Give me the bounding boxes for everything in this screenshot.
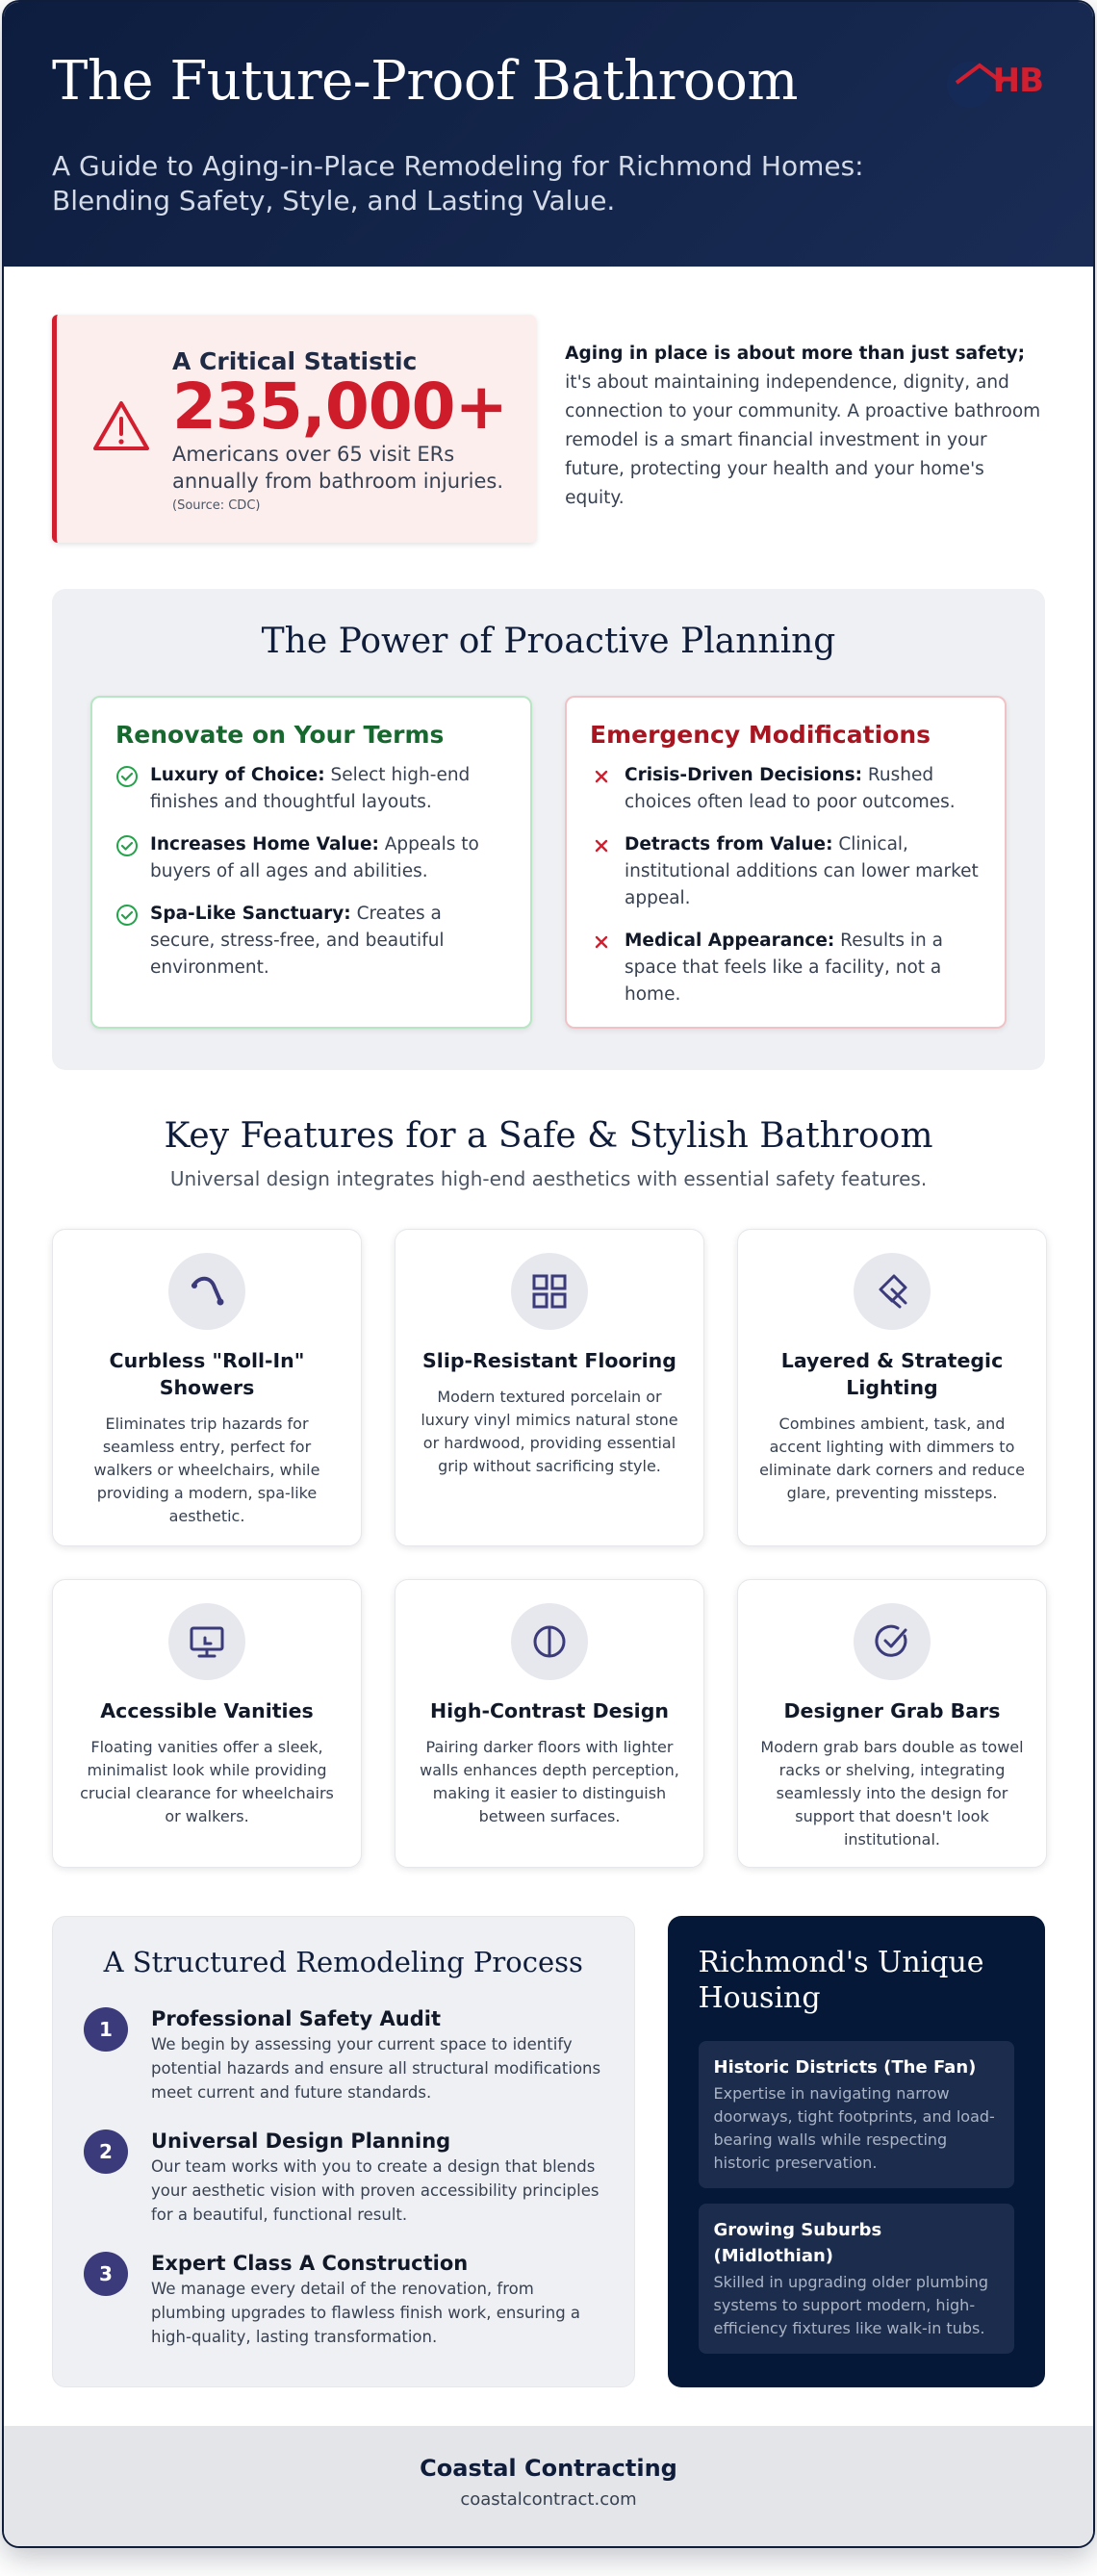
page-title: The Future-Proof Bathroom — [52, 50, 798, 113]
feature-title: Slip-Resistant Flooring — [422, 1349, 676, 1372]
feature-card-vanities — [52, 1579, 362, 1868]
step-description: We begin by assessing your current space to identify potential hazards and ensure all structural modifications meet current and future standards. — [151, 2035, 601, 2102]
renovate-heading: Renovate on Your Terms — [115, 721, 445, 749]
housing-card-title: Historic Districts (The Fan) — [713, 2057, 977, 2078]
item-text: Creates a secure, stress-free, and beautiful environment. — [150, 904, 445, 978]
header-banner — [4, 2, 1093, 267]
check-circle-icon — [854, 1603, 931, 1680]
step-description: We manage every detail of the renovation, from plumbing upgrades to flawless finish work, ensuring a high-quality, lasting transformation. — [151, 2280, 581, 2346]
item-bold: Medical Appearance: — [625, 931, 835, 951]
contrast-icon — [511, 1603, 588, 1680]
footer — [4, 2426, 1093, 2546]
list-item — [115, 901, 507, 982]
grid-tiles-icon — [511, 1253, 588, 1330]
logo-text: HB — [992, 62, 1043, 100]
housing-card-description: Skilled in upgrading older plumbing systems to support modern, high-efficiency fixtures like walk-in tubs. — [713, 2273, 988, 2337]
process-panel — [52, 1916, 635, 2387]
feature-description: Pairing darker floors with lighter walls enhances depth perception, making it easier to distinguish between surfaces. — [420, 1738, 679, 1825]
intro-lead: Aging in place is about more than just safety; — [565, 344, 1025, 364]
item-text: Results in a space that feels like a facility, not a home. — [625, 931, 943, 1005]
intro-body: it's about maintaining independence, dignity, and connection to your community. A proactive bathroom remodel is a smart financial investment in your future, protecting your health and your home's equity. — [565, 372, 1041, 508]
features-subtitle: Universal design integrates high-end aesthetics with essential safety features. — [169, 1167, 928, 1190]
step-number-badge: 1 — [84, 2007, 128, 2052]
page-subtitle: A Guide to Aging-in-Place Remodeling for Richmond Homes: Blending Safety, Style, and Lasting Value. — [52, 150, 864, 217]
check-circle-icon — [115, 765, 139, 788]
planning-title: The Power of Proactive Planning — [261, 622, 836, 661]
feature-card-contrast — [395, 1579, 704, 1868]
warning-triangle-icon — [91, 399, 151, 453]
feature-title: Designer Grab Bars — [783, 1699, 1001, 1722]
list-item — [115, 762, 507, 816]
richmond-housing-panel — [668, 1916, 1045, 2387]
check-circle-icon — [115, 904, 139, 927]
feature-card-flooring — [395, 1229, 704, 1546]
item-text: Select high-end finishes and thoughtful layouts. — [150, 765, 471, 812]
intro-paragraph — [565, 315, 1045, 543]
richmond-title: Richmond's Unique Housing — [698, 1946, 984, 2015]
housing-card-historic — [699, 2041, 1014, 2188]
planning-section — [52, 589, 1045, 1070]
company-name: Coastal Contracting — [420, 2455, 677, 2482]
feature-title: Curbless "Roll-In" Showers — [109, 1349, 305, 1399]
features-section — [4, 1116, 1093, 1868]
statistic-label: A Critical Statistic — [172, 347, 418, 375]
process-title: A Structured Remodeling Process — [103, 1946, 583, 1978]
item-text: Appeals to buyers of all ages and abilities. — [150, 834, 479, 881]
list-item — [115, 831, 507, 885]
list-item — [590, 928, 982, 1008]
housing-card-suburbs — [699, 2204, 1014, 2354]
infographic-page — [2, 0, 1095, 2548]
vanity-icon — [168, 1603, 245, 1680]
feature-title: High-Contrast Design — [430, 1699, 669, 1722]
list-item — [590, 831, 982, 912]
feature-description: Combines ambient, task, and accent lighting with dimmers to eliminate dark corners and reduce glare, preventing missteps. — [759, 1415, 1025, 1502]
shower-curve-icon — [168, 1253, 245, 1330]
statistic-source: (Source: CDC) — [172, 498, 261, 513]
emergency-card — [565, 696, 1007, 1029]
process-step — [84, 2252, 603, 2349]
feature-title: Accessible Vanities — [100, 1699, 314, 1722]
statistic-section — [4, 267, 1093, 543]
feature-card-showers — [52, 1229, 362, 1546]
step-title: Universal Design Planning — [151, 2130, 451, 2153]
feature-description: Floating vanities offer a sleek, minimalist look while providing crucial clearance for wheelchairs or walkers. — [80, 1738, 334, 1825]
step-number-badge: 3 — [84, 2252, 128, 2296]
brand-logo — [937, 56, 1043, 114]
process-step — [84, 2130, 603, 2227]
step-title: Expert Class A Construction — [151, 2252, 469, 2275]
step-number-badge: 2 — [84, 2130, 128, 2174]
features-title: Key Features for a Safe & Stylish Bathroom — [164, 1116, 933, 1156]
item-bold: Crisis-Driven Decisions: — [625, 765, 862, 785]
check-circle-icon — [115, 834, 139, 857]
x-mark-icon — [590, 931, 613, 954]
feature-description: Eliminates trip hazards for seamless entry, perfect for walkers or wheelchairs, while providing a modern, spa-like aesthetic. — [93, 1415, 320, 1525]
item-bold: Spa-Like Sanctuary: — [150, 904, 351, 924]
process-step — [84, 2007, 603, 2104]
item-bold: Luxury of Choice: — [150, 765, 325, 785]
item-text: Rushed choices often lead to poor outcomes. — [625, 765, 956, 812]
feature-title: Layered & Strategic Lighting — [780, 1349, 1004, 1399]
company-website-link[interactable]: coastalcontract.com — [460, 2489, 637, 2510]
item-bold: Detracts from Value: — [625, 834, 833, 854]
feature-card-lighting — [737, 1229, 1047, 1546]
lamp-icon — [854, 1253, 931, 1330]
item-text: Clinical, institutional additions can lower market appeal. — [625, 834, 979, 908]
process-and-housing-section — [4, 1868, 1093, 2387]
feature-description: Modern grab bars double as towel racks or shelving, integrating seamlessly into the design for support that doesn't look institutional. — [760, 1738, 1024, 1849]
step-description: Our team works with you to create a design that blends your aesthetic vision with proven accessibility principles for a beautiful, functional result. — [151, 2157, 600, 2224]
item-bold: Increases Home Value: — [150, 834, 379, 854]
emergency-heading: Emergency Modifications — [590, 721, 931, 749]
x-mark-icon — [590, 765, 613, 788]
housing-card-title: Growing Suburbs (Midlothian) — [713, 2220, 882, 2266]
list-item — [590, 762, 982, 816]
housing-card-description: Expertise in navigating narrow doorways, tight footprints, and load-bearing walls while respecting historic preservation. — [713, 2084, 995, 2172]
x-mark-icon — [590, 834, 613, 857]
feature-card-grab-bars — [737, 1579, 1047, 1868]
statistic-description: Americans over 65 visit ERs annually from bathroom injuries. — [172, 443, 504, 493]
statistic-card — [52, 315, 536, 543]
feature-description: Modern textured porcelain or luxury vinyl mimics natural stone or hardwood, providing essential grip without sacrificing style. — [421, 1388, 678, 1475]
renovate-card — [90, 696, 532, 1029]
statistic-number: 235,000+ — [172, 370, 507, 444]
step-title: Professional Safety Audit — [151, 2007, 441, 2030]
